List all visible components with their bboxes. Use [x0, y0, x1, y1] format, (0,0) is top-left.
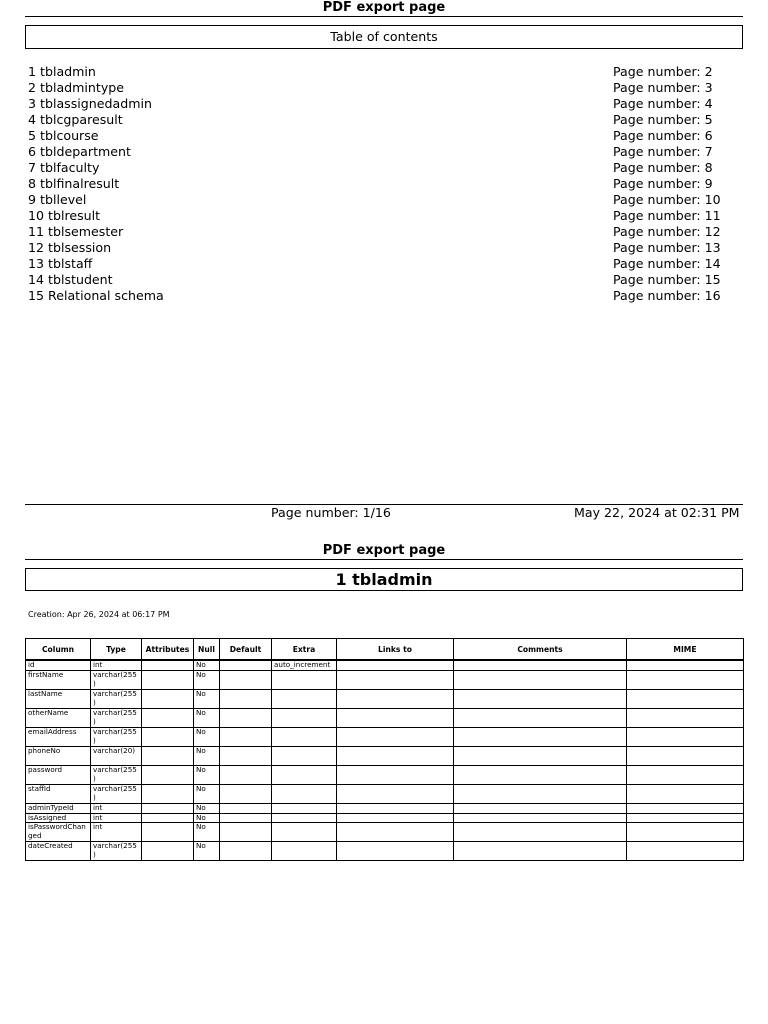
table-row — [26, 813, 744, 823]
table-cell: int — [91, 813, 142, 823]
footer-date: May 22, 2024 at 02:31 PM — [574, 505, 740, 520]
table-cell — [454, 708, 627, 727]
toc-entry-page: Page number: 2 — [613, 64, 713, 79]
table-cell — [454, 842, 627, 861]
table-cell — [627, 823, 744, 842]
column-header: MIME — [627, 639, 744, 661]
table-cell: varchar(255 ) — [91, 689, 142, 708]
table-cell — [627, 746, 744, 765]
table-row — [26, 765, 744, 784]
section-title: 1 tbladmin — [25, 568, 743, 591]
toc-entry-page: Page number: 3 — [613, 80, 713, 95]
table-cell: otherName — [26, 708, 91, 727]
table-cell: varchar(255 ) — [91, 708, 142, 727]
table-cell — [337, 708, 454, 727]
table-cell: varchar(255 ) — [91, 765, 142, 784]
table-cell — [142, 813, 194, 823]
toc-entry[interactable] — [28, 64, 728, 80]
table-cell: No — [194, 746, 220, 765]
table-cell — [454, 823, 627, 842]
column-header: Null — [194, 639, 220, 661]
page2-header: PDF export page — [322, 543, 446, 558]
toc-entry-page: Page number: 14 — [613, 256, 721, 271]
table-cell — [627, 765, 744, 784]
toc-entry-name: 6 tbldepartment — [28, 144, 131, 159]
toc-entry-page: Page number: 6 — [613, 128, 713, 143]
table-cell — [142, 746, 194, 765]
table-cell — [454, 813, 627, 823]
table-row — [26, 823, 744, 842]
toc-entry-name: 10 tblresult — [28, 208, 101, 223]
table-cell — [220, 670, 272, 689]
table-cell — [337, 660, 454, 670]
table-cell — [272, 842, 337, 861]
table-cell: No — [194, 689, 220, 708]
table-cell: staffId — [26, 784, 91, 803]
table-cell — [272, 823, 337, 842]
table-cell — [142, 727, 194, 746]
table-cell: phoneNo — [26, 746, 91, 765]
table-cell: emailAddress — [26, 727, 91, 746]
toc-entry-name: 13 tblstaff — [28, 256, 93, 271]
toc-entry[interactable] — [28, 272, 728, 288]
toc-entry-page: Page number: 5 — [613, 112, 713, 127]
toc-entry-name: 5 tblcourse — [28, 128, 99, 143]
table-cell — [272, 813, 337, 823]
toc-entry-name: 2 tbladmintype — [28, 80, 125, 95]
table-cell — [272, 803, 337, 813]
toc-entry-page: Page number: 7 — [613, 144, 713, 159]
table-cell — [220, 708, 272, 727]
table-cell — [272, 727, 337, 746]
table-cell — [220, 803, 272, 813]
table-cell — [627, 842, 744, 861]
table-cell — [454, 746, 627, 765]
toc-entry-name: 7 tblfaculty — [28, 160, 100, 175]
table-cell — [142, 670, 194, 689]
table-cell: No — [194, 670, 220, 689]
table-row — [26, 727, 744, 746]
creation-date: Creation: Apr 26, 2024 at 06:17 PM — [28, 610, 170, 619]
footer-page-number: Page number: 1/16 — [271, 505, 391, 520]
table-cell — [627, 660, 744, 670]
toc-entry[interactable] — [28, 208, 728, 224]
table-cell — [220, 813, 272, 823]
table-cell: lastName — [26, 689, 91, 708]
toc-entry[interactable] — [28, 240, 728, 256]
table-cell — [627, 689, 744, 708]
table-cell — [337, 823, 454, 842]
table-cell — [220, 727, 272, 746]
table-row — [26, 746, 744, 765]
toc-entry[interactable] — [28, 288, 728, 304]
table-cell — [272, 784, 337, 803]
column-header: Attributes — [142, 639, 194, 661]
table-cell: No — [194, 842, 220, 861]
table-row — [26, 708, 744, 727]
table-cell: No — [194, 708, 220, 727]
table-row — [26, 660, 744, 670]
toc-entry-name: 14 tblstudent — [28, 272, 113, 287]
table-cell — [220, 765, 272, 784]
table-cell — [454, 803, 627, 813]
table-cell — [337, 689, 454, 708]
toc-entry-page: Page number: 10 — [613, 192, 721, 207]
toc-entry-page: Page number: 13 — [613, 240, 721, 255]
table-cell — [142, 765, 194, 784]
column-header: Extra — [272, 639, 337, 661]
table-cell: adminTypeId — [26, 803, 91, 813]
toc-entry[interactable] — [28, 160, 728, 176]
table-cell: varchar(20) — [91, 746, 142, 765]
table-row — [26, 689, 744, 708]
toc-entry[interactable] — [28, 128, 728, 144]
table-cell — [337, 803, 454, 813]
table-cell — [220, 784, 272, 803]
page1-header: PDF export page — [322, 0, 446, 15]
columns-table — [25, 638, 744, 861]
table-cell — [272, 765, 337, 784]
table-cell — [142, 803, 194, 813]
toc-entry[interactable] — [28, 80, 728, 96]
table-cell: int — [91, 823, 142, 842]
table-row — [26, 803, 744, 813]
toc-entry-page: Page number: 8 — [613, 160, 713, 175]
toc-entry[interactable] — [28, 144, 728, 160]
table-cell — [220, 746, 272, 765]
toc-entry[interactable] — [28, 192, 728, 208]
table-cell — [142, 842, 194, 861]
toc-entry-page: Page number: 16 — [613, 288, 721, 303]
table-cell — [337, 746, 454, 765]
table-row — [26, 842, 744, 861]
toc-entry-name: 11 tblsemester — [28, 224, 124, 239]
table-cell: No — [194, 803, 220, 813]
table-cell — [454, 660, 627, 670]
table-cell — [454, 727, 627, 746]
toc-entry-page: Page number: 9 — [613, 176, 713, 191]
table-cell: No — [194, 765, 220, 784]
table-cell — [627, 670, 744, 689]
toc-list — [28, 64, 728, 304]
table-cell: id — [26, 660, 91, 670]
page2-header-rule — [25, 559, 743, 560]
table-cell: firstName — [26, 670, 91, 689]
table-row — [26, 784, 744, 803]
toc-entry-page: Page number: 12 — [613, 224, 721, 239]
table-cell: No — [194, 660, 220, 670]
table-cell — [627, 803, 744, 813]
table-cell: isPasswordChanged — [26, 823, 91, 842]
table-cell: dateCreated — [26, 842, 91, 861]
toc-entry-name: 8 tblfinalresult — [28, 176, 120, 191]
table-cell: No — [194, 784, 220, 803]
table-cell — [454, 670, 627, 689]
table-cell: int — [91, 660, 142, 670]
table-cell: No — [194, 727, 220, 746]
toc-entry-name: 15 Relational schema — [28, 288, 164, 303]
table-cell — [272, 708, 337, 727]
table-cell — [142, 689, 194, 708]
table-cell: int — [91, 803, 142, 813]
table-cell — [220, 689, 272, 708]
table-cell — [272, 746, 337, 765]
table-cell — [337, 842, 454, 861]
column-header: Default — [220, 639, 272, 661]
table-cell: varchar(255 ) — [91, 727, 142, 746]
table-cell: varchar(255 ) — [91, 784, 142, 803]
table-cell — [142, 660, 194, 670]
table-cell — [454, 765, 627, 784]
table-cell — [142, 708, 194, 727]
column-header: Column — [26, 639, 91, 661]
table-cell: No — [194, 813, 220, 823]
column-header: Comments — [454, 639, 627, 661]
toc-entry-name: 12 tblsession — [28, 240, 112, 255]
table-cell — [220, 842, 272, 861]
table-cell — [337, 784, 454, 803]
toc-entry-page: Page number: 11 — [613, 208, 721, 223]
table-cell — [454, 689, 627, 708]
toc-entry-name: 3 tblassignedadmin — [28, 96, 152, 111]
toc-entry[interactable] — [28, 224, 728, 240]
table-cell — [627, 784, 744, 803]
toc-entry[interactable] — [28, 96, 728, 112]
toc-entry-name: 9 tbllevel — [28, 192, 87, 207]
toc-entry[interactable] — [28, 256, 728, 272]
toc-entry[interactable] — [28, 112, 728, 128]
columns-header-row — [26, 639, 744, 661]
table-cell: auto_increment — [272, 660, 337, 670]
column-header: Links to — [337, 639, 454, 661]
table-cell: No — [194, 823, 220, 842]
table-cell — [337, 670, 454, 689]
table-cell — [627, 813, 744, 823]
column-header: Type — [91, 639, 142, 661]
page1-header-rule — [25, 16, 743, 17]
table-row — [26, 670, 744, 689]
table-cell — [220, 660, 272, 670]
toc-heading: Table of contents — [25, 25, 743, 49]
table-cell: varchar(255 ) — [91, 670, 142, 689]
toc-entry[interactable] — [28, 176, 728, 192]
table-cell — [337, 727, 454, 746]
table-cell: password — [26, 765, 91, 784]
table-cell — [272, 670, 337, 689]
table-cell — [142, 823, 194, 842]
table-cell: varchar(255 ) — [91, 842, 142, 861]
toc-entry-page: Page number: 15 — [613, 272, 721, 287]
toc-entry-name: 4 tblcgparesult — [28, 112, 123, 127]
table-cell — [627, 708, 744, 727]
toc-entry-page: Page number: 4 — [613, 96, 713, 111]
table-cell — [627, 727, 744, 746]
toc-entry-name: 1 tbladmin — [28, 64, 96, 79]
table-cell — [142, 784, 194, 803]
table-cell: isAssigned — [26, 813, 91, 823]
table-cell — [337, 813, 454, 823]
table-cell — [337, 765, 454, 784]
table-cell — [272, 689, 337, 708]
table-cell — [454, 784, 627, 803]
table-cell — [220, 823, 272, 842]
